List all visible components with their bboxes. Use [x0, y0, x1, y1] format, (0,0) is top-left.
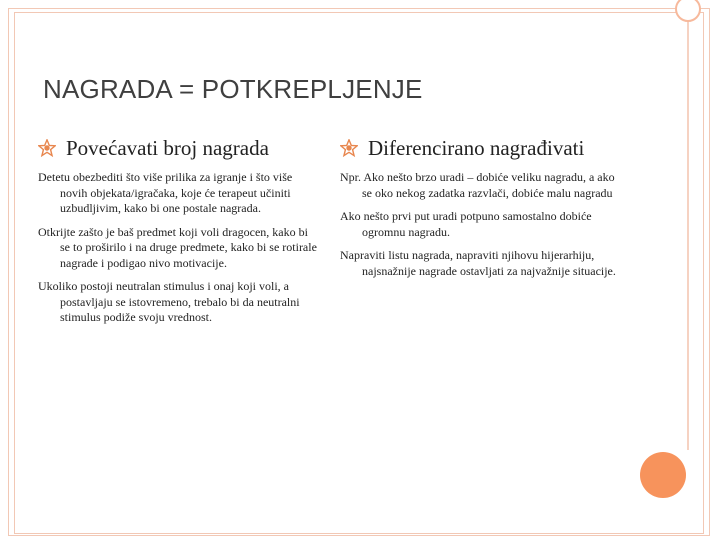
left-paragraph: Otkrijte zašto je baš predmet koji voli dragocen, kako bi se to proširilo i na druge predmete, kako bi se rotirale nagrade i podigao nivo motivacije. — [38, 224, 317, 270]
bullet-icon — [340, 139, 358, 157]
left-paragraphs — [38, 170, 318, 326]
right-paragraph: Npr. Ako nešto brzo uradi – dobiće veliku nagradu, a ako se oko nekog zadatka razvlači, dobiće malu nagradu — [340, 170, 615, 200]
left-paragraph: Ukoliko postoji neutralan stimulus i onaj koji voli, a postavljaju se istovremeno, trebalo bi da neutralni stimulus podiže svoju vrednost. — [38, 279, 300, 324]
decorative-circle-icon — [640, 452, 686, 498]
left-heading-label: Povećavati broj nagrada — [66, 135, 269, 160]
bullet-icon — [38, 139, 56, 157]
left-column — [38, 134, 318, 334]
right-column — [340, 134, 620, 287]
slide-title: NAGRADA = POTKREPLJENJE — [43, 74, 423, 104]
left-heading — [38, 134, 318, 162]
right-heading — [340, 134, 620, 162]
decorative-vertical-line — [687, 0, 689, 450]
right-heading-label: Diferencirano nagrađivati — [368, 135, 585, 160]
right-paragraph: Ako nešto prvi put uradi potpuno samostalno dobiće ogromnu nagradu. — [340, 209, 592, 239]
right-paragraph: Napraviti listu nagrada, napraviti njihovu hijerarhiju, najsnažnije nagrade ostavljati za najvažnije situacije. — [340, 248, 616, 278]
left-paragraph: Detetu obezbediti što više prilika za igranje i što više novih objekata/igračaka, koje će terapeut učiniti uzbudljivim, kako bi one postale nagrada. — [38, 170, 293, 215]
right-paragraphs — [340, 170, 620, 279]
